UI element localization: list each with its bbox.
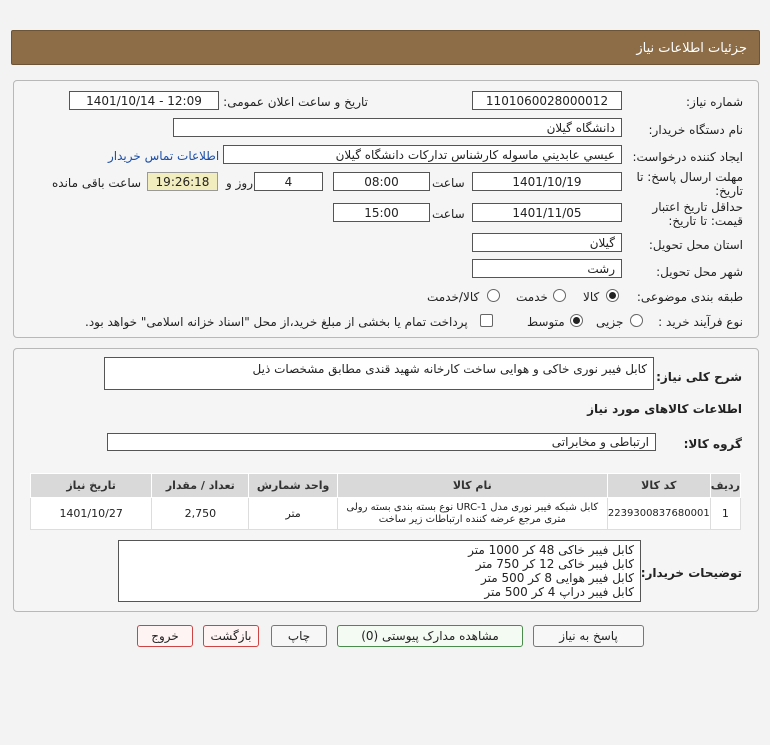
category-radio-service[interactable] (553, 289, 566, 302)
requester-field: عیسي عابديني ماسوله کارشناس تدارکات دانشگاه گيلان (223, 145, 622, 164)
cell-unit: متر (249, 498, 337, 530)
deadline-time-label: ساعت (432, 176, 465, 190)
col-unit: واحد شمارش (249, 474, 337, 498)
category-radio-goods-service[interactable] (487, 289, 500, 302)
cell-name: کابل شبکه فیبر نوری مدل URC-1 نوع بسته بندی بسته رولی متری مرجع عرضه کننده ارتباطات زیر ساخت (337, 498, 607, 530)
validity-time-label: ساعت (432, 207, 465, 221)
announce-label: تاریخ و ساعت اعلان عمومی: (223, 95, 368, 109)
validity-time-field: 15:00 (333, 203, 430, 222)
city-field: رشت (472, 259, 622, 278)
col-qty: تعداد / مقدار (152, 474, 249, 498)
buyer-note-line: کابل فیبر خاکی 12 کر 750 متر (475, 557, 634, 571)
category-option-service: خدمت (516, 290, 548, 304)
cell-row: 1 (710, 498, 740, 530)
remaining-time-label: ساعت باقی مانده (52, 176, 142, 190)
page-header (11, 30, 760, 65)
category-option-goods-service: کالا/خدمت (427, 290, 480, 304)
cell-qty: 2,750 (152, 498, 249, 530)
treasury-payment-checkbox[interactable] (480, 314, 493, 327)
table-row (31, 498, 741, 530)
col-row: ردیف (710, 474, 740, 498)
back-button[interactable]: بازگشت (203, 625, 259, 647)
col-code: کد کالا (607, 474, 710, 498)
deadline-time-field: 08:00 (333, 172, 430, 191)
buyer-note-line: کابل فیبر دراپ 4 کر 500 متر (484, 585, 634, 599)
process-radio-minor[interactable] (630, 314, 643, 327)
cell-code: 2239300837680001 (607, 498, 710, 530)
buyer-notes-label: توضیحات خریدار: (640, 566, 742, 580)
process-radio-medium[interactable] (570, 314, 583, 327)
requester-label: ایجاد کننده درخواست: (632, 150, 743, 164)
deadline-label: مهلت ارسال پاسخ: تا (636, 170, 743, 184)
process-option-minor: جزیی (596, 315, 624, 329)
buyer-note-line: کابل فیبر هوایی 8 کر 500 متر (480, 571, 634, 585)
summary-text: کابل فیبر نوری خاکی و هوایی ساخت کارخانه شهید قندی مطابق مشخصات ذیل (252, 362, 647, 376)
days-remaining-field: 4 (254, 172, 323, 191)
goods-section-title: اطلاعات کالاهای مورد نیاز (587, 402, 742, 416)
buyer-org-label: نام دستگاه خریدار: (648, 123, 743, 137)
goods-group-field: ارتباطی و مخابراتی (107, 433, 656, 451)
cell-date: 1401/10/27 (31, 498, 152, 530)
category-label: طبقه بندی موضوعی: (636, 290, 743, 304)
exit-button[interactable]: خروج (137, 625, 193, 647)
summary-field (104, 357, 654, 390)
buyer-notes-field (118, 540, 641, 602)
deadline-date-field: 1401/10/19 (472, 172, 622, 191)
deadline-label-date: تاریخ: (715, 184, 743, 198)
need-number-field: 1101060028000012 (472, 91, 622, 110)
validity-label-date: قیمت: تا تاریخ: (668, 214, 743, 228)
col-date: تاریخ نیاز (31, 474, 152, 498)
province-label: استان محل تحویل: (648, 238, 743, 252)
goods-table (30, 473, 741, 530)
process-label: نوع فرآیند خرید : (658, 315, 743, 329)
treasury-payment-note: پرداخت تمام یا بخشی از مبلغ خرید،از محل "اسناد خزانه اسلامی" خواهد بود. (85, 315, 468, 329)
validity-date-field: 1401/11/05 (472, 203, 622, 222)
buyer-note-line: کابل فیبر خاکی 48 کر 1000 متر (468, 543, 634, 557)
goods-group-label: گروه کالا: (683, 437, 742, 451)
process-option-medium: متوسط (527, 315, 565, 329)
view-attachments-button[interactable]: مشاهده مدارک پیوستی (0) (337, 625, 523, 647)
page-title: جزئیات اطلاعات نیاز (636, 41, 747, 56)
need-number-label: شماره نیاز: (686, 95, 743, 109)
buyer-contact-link[interactable]: اطلاعات تماس خریدار (108, 149, 220, 163)
reply-button[interactable]: پاسخ به نیاز (533, 625, 644, 647)
print-button[interactable]: چاپ (271, 625, 327, 647)
col-name: نام کالا (337, 474, 607, 498)
summary-label: شرح کلی نیاز: (656, 370, 742, 384)
remaining-time-field: 19:26:18 (147, 172, 218, 191)
category-radio-goods[interactable] (606, 289, 619, 302)
validity-label: حداقل تاریخ اعتبار (652, 200, 743, 214)
days-label: روز و (226, 176, 253, 190)
announce-field: 1401/10/14 - 12:09 (69, 91, 219, 110)
category-option-goods: کالا (583, 290, 600, 304)
city-label: شهر محل تحویل: (656, 265, 743, 279)
buyer-org-field: دانشگاه گیلان (173, 118, 622, 137)
province-field: گیلان (472, 233, 622, 252)
